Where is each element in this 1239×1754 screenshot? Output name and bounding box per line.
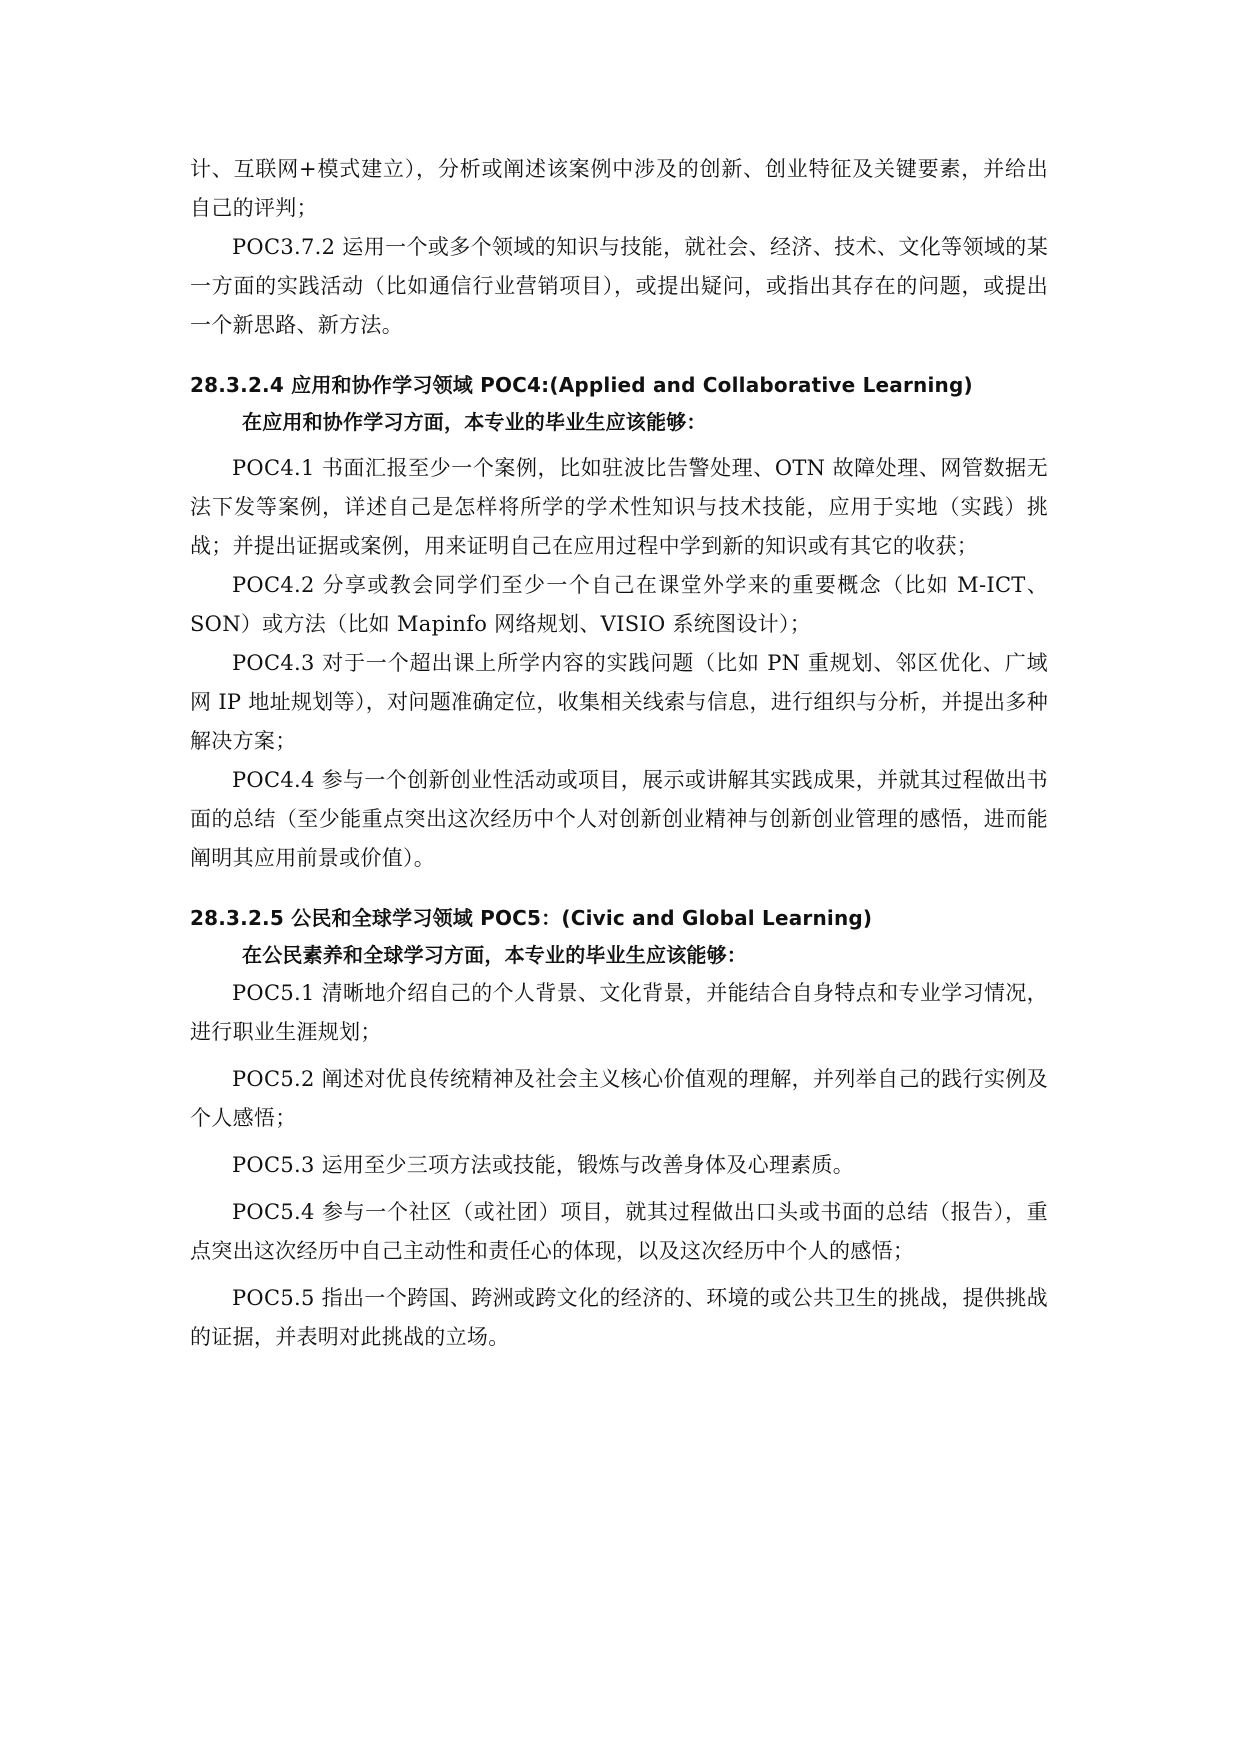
poc3-7-2-paragraph: POC3.7.2 运用一个或多个领域的知识与技能，就社会、经济、技术、文化等领域的某一方面的实践活动（比如通信行业营销项目），或提出疑问，或指出其存在的问题，或提出一个新思路、新方法。 [190, 235, 1048, 337]
document-page [190, 150, 1048, 1357]
section-4-heading: 28.3.2.4 应用和协作学习领域 POC4:(Applied and Collaborative Learning) [190, 373, 973, 397]
poc5-5-paragraph: POC5.5 指出一个跨国、跨洲或跨文化的经济的、环境的或公共卫生的挑战，提供挑战的证据，并表明对此挑战的立场。 [190, 1286, 1048, 1349]
continuation-paragraph: 计、互联网+模式建立），分析或阐述该案例中涉及的创新、创业特征及关键要素，并给出自己的评判； [190, 157, 1048, 220]
poc5-4-paragraph: POC5.4 参与一个社区（或社团）项目，就其过程做出口头或书面的总结（报告），重点突出这次经历中自己主动性和责任心的体现，以及这次经历中个人的感悟； [190, 1200, 1048, 1263]
poc4-4-paragraph: POC4.4 参与一个创新创业性活动或项目，展示或讲解其实践成果，并就其过程做出书面的总结（至少能重点突出这次经历中个人对创新创业精神与创新创业管理的感悟，进而能阐明其应用前景或价值）。 [190, 768, 1048, 870]
poc4-1-paragraph: POC4.1 书面汇报至少一个案例，比如驻波比告警处理、OTN 故障处理、网管数据无法下发等案例，详述自己是怎样将所学的学术性知识与技术技能，应用于实地（实践）挑战；并提出证据或案例，用来证明自己在应用过程中学到新的知识或有其它的收获； [190, 456, 1048, 558]
section-5-intro: 在公民素养和全球学习方面，本专业的毕业生应该能够： [242, 943, 747, 967]
poc5-1-paragraph: POC5.1 清晰地介绍自己的个人背景、文化背景，并能结合自身特点和专业学习情况，进行职业生涯规划； [190, 981, 1048, 1044]
section-4-intro: 在应用和协作学习方面，本专业的毕业生应该能够： [242, 410, 707, 434]
section-5-heading: 28.3.2.5 公民和全球学习领域 POC5：(Civic and Global Learning) [190, 906, 873, 930]
poc4-3-paragraph: POC4.3 对于一个超出课上所学内容的实践问题（比如 PN 重规划、邻区优化、广域网 IP 地址规划等），对问题准确定位，收集相关线索与信息，进行组织与分析，并提出多种解决方案； [190, 651, 1048, 753]
poc5-2-paragraph: POC5.2 阐述对优良传统精神及社会主义核心价值观的理解，并列举自己的践行实例及个人感悟； [190, 1067, 1048, 1130]
poc5-3-paragraph: POC5.3 运用至少三项方法或技能，锻炼与改善身体及心理素质。 [232, 1153, 855, 1177]
poc4-2-paragraph: POC4.2 分享或教会同学们至少一个自己在课堂外学来的重要概念（比如 M-ICT、SON）或方法（比如 Mapinfo 网络规划、VISIO 系统图设计）； [190, 573, 1048, 636]
